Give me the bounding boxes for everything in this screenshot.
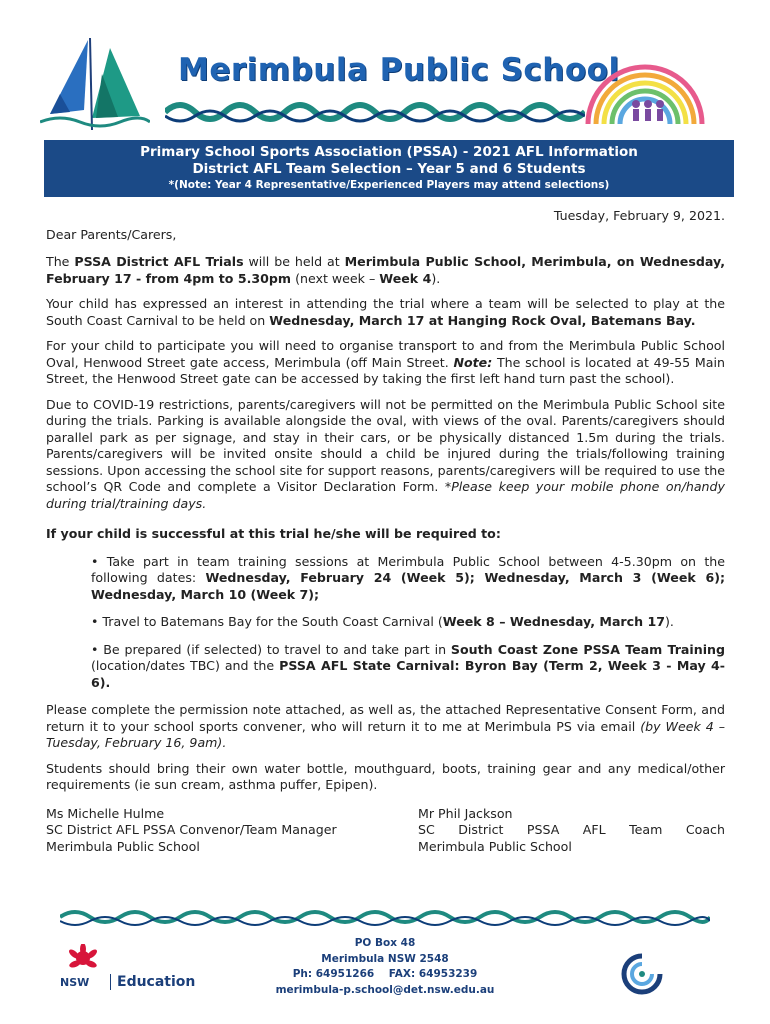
list-item: • Take part in team training sessions at Merimbula Public School between 4-5.30pm on the following dates: Wednesday, February 24 (Week 5); Wednesday, March 3 (Week 6); Wednesday, March 10 (Week 7); (91, 553, 726, 602)
header-wave-icon (165, 92, 585, 132)
banner-note: *(Note: Year 4 Representative/Experienced Players may attend selections) (168, 179, 610, 191)
school-address (270, 936, 500, 998)
email: merimbula-p.school@det.nsw.edu.au (275, 983, 495, 996)
paragraph-trials: The PSSA District AFL Trials will be held at Merimbula Public School, Merimbula, on Wednesday, February 17 - from 4pm to 5.30pm (next week – Week 4). (46, 254, 725, 286)
paragraph-transport: For your child to participate you will need to organise transport to and from the Merimbula Public School Oval, Henwood Street gate access, Merimbula (off Main Street. Note: The school is located at 49-55 Main Street, the Henwood Street gate can be accessed by taking the first left hand turn past the school). (46, 338, 725, 386)
paragraph-covid: Due to COVID-19 restrictions, parents/caregivers will not be permitted on the Merimbula Public School site during the trials. Parking is available alongside the oval, with views of the oval. Parents/caregivers should parallel park as per signage, and stay in their cars, or be physically distanced 1.5m during the trials. Parents/caregivers will be invited onsite should a child be injured during the trials/following training sessions. Upon accessing the school site for support reasons, parents/caregivers will be required to use the school’s QR Code and complete a Visitor Declaration Form. *Please keep your mobile phone on/handy during trial/training days. (46, 396, 725, 511)
footer (0, 934, 770, 1024)
paragraph-permission: Please complete the permission note attached, as well as, the attached Representative Consent Form, and return it to your school sports convener, who will return it to me at Merimbula PS via email (by Week 4 – Tuesday, February 16, 9am). (46, 702, 726, 750)
paragraph-carnival: Your child has expressed an interest in attending the trial where a team will be selected to play at the South Coast Carnival to be held on Wednesday, March 17 at Hanging Rock Oval, Batemans Bay. (46, 296, 725, 328)
letter-date: Tuesday, February 9, 2021. (553, 208, 725, 223)
list-item: • Be prepared (if selected) to travel to and take part in South Coast Zone PSSA Team Training (location/dates TBC) and the PSSA AFL State Carnival: Byron Bay (Term 2, Week 3 - May 4-6). (91, 641, 725, 690)
list-item: • Travel to Batemans Bay for the South Coast Carnival (Week 8 – Wednesday, March 17). (91, 614, 674, 629)
nsw-label: NSW (60, 976, 90, 989)
town: Merimbula NSW 2548 (321, 952, 449, 965)
signatures (46, 806, 725, 856)
footer-wave-icon (60, 905, 710, 929)
requirements-heading: If your child is successful at this trial he/she will be required to: (46, 526, 501, 541)
signatory-role: SC District AFL PSSA Convenor/Team Manager (46, 822, 337, 837)
sailboat-logo-icon (40, 34, 150, 134)
community-schools-logo-icon (620, 952, 664, 996)
banner-title: Primary School Sports Association (PSSA) - 2021 AFL Information (140, 144, 638, 160)
po-box: PO Box 48 (354, 937, 416, 949)
education-label: Education (110, 974, 195, 990)
waratah-logo-icon (58, 944, 108, 974)
title-banner (44, 140, 734, 197)
signatory-school: Merimbula Public School (46, 838, 200, 854)
salutation: Dear Parents/Carers, (46, 226, 177, 242)
letter-body (46, 208, 725, 855)
phone-fax: Ph: 64951266 FAX: 64953239 (292, 968, 478, 980)
signatory-name: Mr Phil Jackson (418, 805, 513, 821)
letterhead (0, 0, 770, 140)
signatory-coach (418, 806, 725, 856)
signatory-name: Ms Michelle Hulme (46, 805, 165, 821)
school-name: Merimbula Public School (178, 52, 620, 88)
signatory-role: SC District PSSA AFL Team Coach (418, 822, 725, 837)
banner-subtitle: District AFL Team Selection – Year 5 and 6 Students (192, 161, 586, 177)
signatory-school: Merimbula Public School (418, 838, 572, 854)
signatory-convenor (46, 806, 418, 856)
rainbow-values-logo-icon (580, 42, 710, 132)
paragraph-equipment: Students should bring their own water bottle, mouthguard, boots, training gear and any medical/other requirements (ie sun cream, asthma puffer, Epipen). (46, 760, 725, 792)
